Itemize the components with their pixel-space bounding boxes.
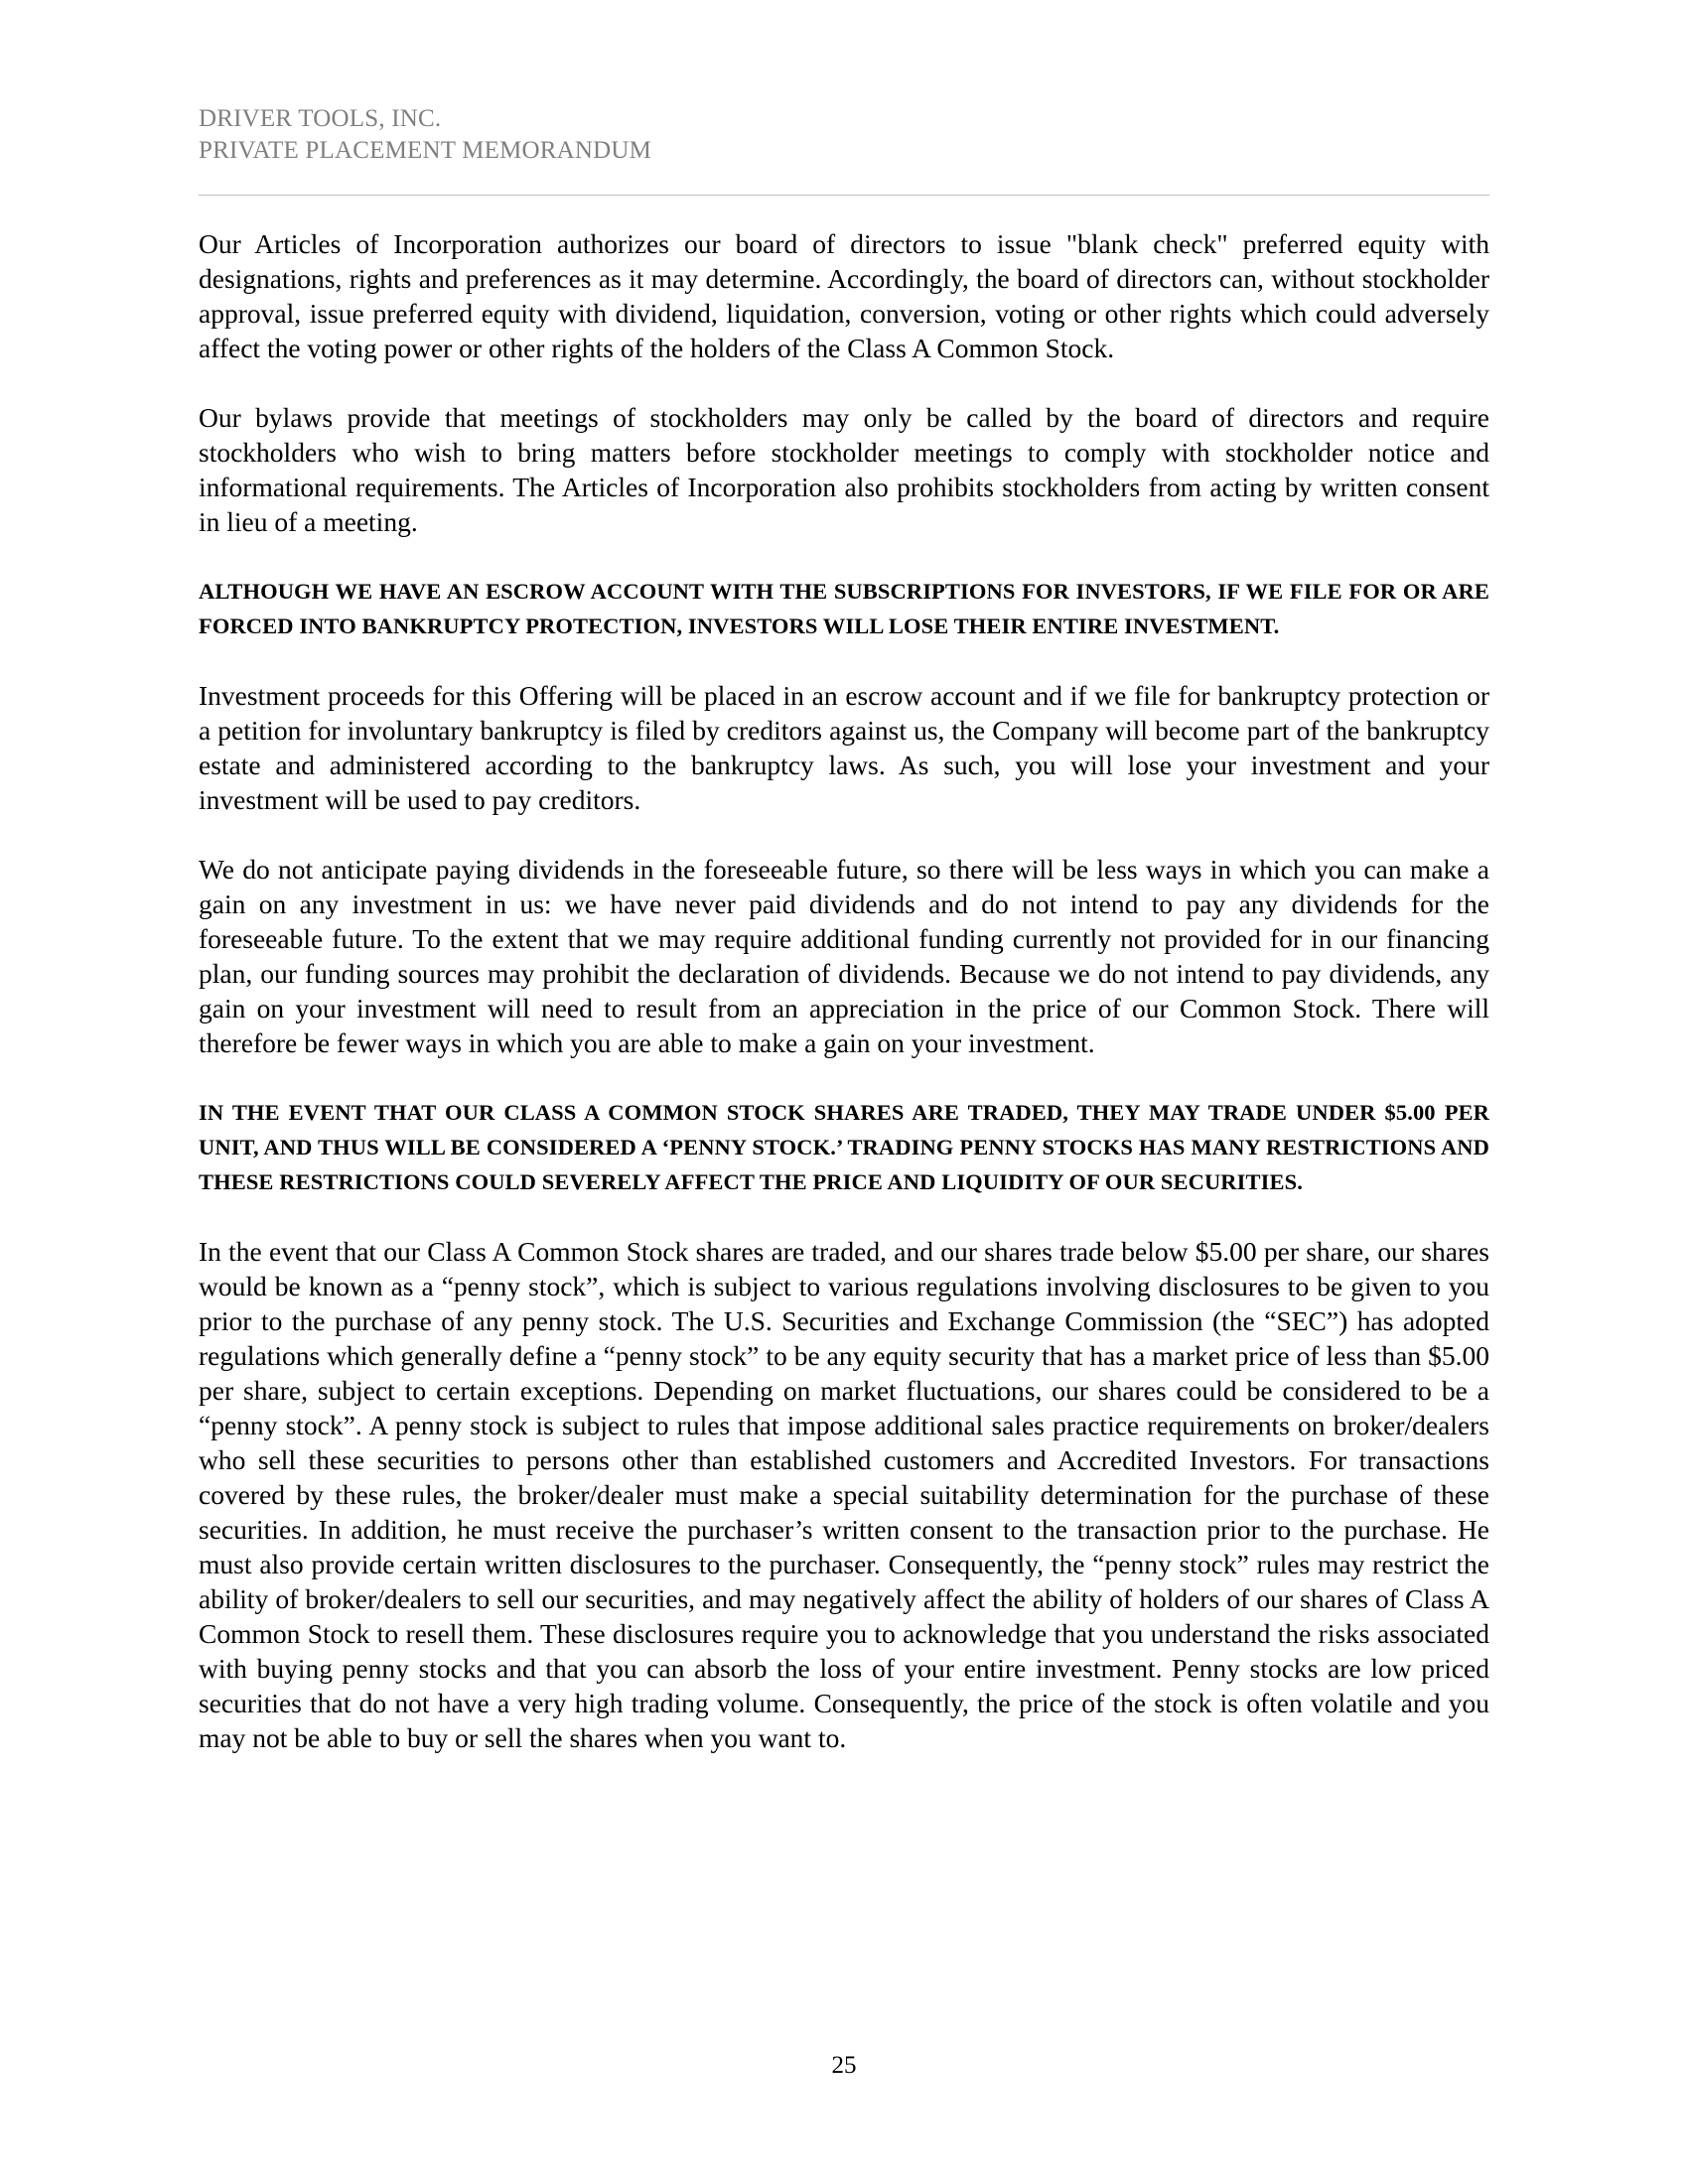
paragraph-dividends: We do not anticipate paying dividends in the foreseeable future, so there will be less ways in which you can make a gain on any investment in us: we have never paid dividends and do not intend to pay any dividends for the foreseeable future. To the extent that we may require additional funding currently not provided for in our financing plan, our funding sources may prohibit the declaration of dividends. Because we do not intend to pay dividends, any gain on your investment will need to result from an appreciation in the price of our Common Stock. There will therefore be fewer ways in which you are able to make a gain on your investment. <box>199 854 1489 1058</box>
document-body <box>199 226 1489 1790</box>
risk-heading-penny-stock: IN THE EVENT THAT OUR CLASS A COMMON STOCK SHARES ARE TRADED, THEY MAY TRADE UNDER $5.00 PER UNIT, AND THUS WILL BE CONSIDERED A ‘PENNY STOCK.’ TRADING PENNY STOCKS HAS MANY RESTRICTIONS AND THESE RESTRICTIONS COULD SEVERELY AFFECT THE PRICE AND LIQUIDITY OF OUR SECURITIES. <box>199 1100 1489 1194</box>
running-header <box>199 103 1489 167</box>
paragraph-penny-stock-rules: In the event that our Class A Common Stock shares are traded, and our shares trade below $5.00 per share, our shares would be known as a “penny stock”, which is subject to various regulations involving disclosures to be given to you prior to the purchase of any penny stock. The U.S. Securities and Exchange Commission (the “SEC”) has adopted regulations which generally define a “penny stock” to be any equity security that has a market price of less than $5.00 per share, subject to certain exceptions. Depending on market fluctuations, our shares could be considered to be a “penny stock”. A penny stock is subject to rules that impose additional sales practice requirements on broker/dealers who sell these securities to persons other than established customers and Accredited Investors. For transactions covered by these rules, the broker/dealer must make a special suitability determination for the purchase of these securities. In addition, he must receive the purchaser’s written consent to the transaction prior to the purchase. He must also provide certain written disclosures to the purchaser. Consequently, the “penny stock” rules may restrict the ability of broker/dealers to sell our securities, and may negatively affect the ability of holders of our shares of Class A Common Stock to resell them. These disclosures require you to acknowledge that you understand the risks associated with buying penny stocks and that you can absorb the loss of your entire investment. Penny stocks are low priced securities that do not have a very high trading volume. Consequently, the price of the stock is often volatile and you may not be able to buy or sell the shares when you want to. <box>199 1236 1489 1753</box>
risk-heading-bankruptcy: ALTHOUGH WE HAVE AN ESCROW ACCOUNT WITH THE SUBSCRIPTIONS FOR INVESTORS, IF WE FILE FOR OR ARE FORCED INTO BANKRUPTCY PROTECTION, INVESTORS WILL LOSE THEIR ENTIRE INVESTMENT. <box>199 579 1489 638</box>
page-number: 25 <box>831 2052 857 2079</box>
paragraph-blank-check-preferred: Our Articles of Incorporation authorizes our board of directors to issue "blank check" preferred equity with designations, rights and preferences as it may determine. Accordingly, the board of directors can, without stockholder approval, issue preferred equity with dividend, liquidation, conversion, voting or other rights which could adversely affect the voting power or other rights of the holders of the Class A Common Stock. <box>199 228 1489 363</box>
header-company-name: DRIVER TOOLS, INC. <box>199 105 442 132</box>
paragraph-escrow-bankruptcy: Investment proceeds for this Offering will be placed in an escrow account and if we file for bankruptcy protection or a petition for involuntary bankruptcy is filed by creditors against us, the Company will become part of the bankruptcy estate and administered according to the bankruptcy laws. As such, you will lose your investment and your investment will be used to pay creditors. <box>199 680 1489 815</box>
paragraph-bylaws-meetings: Our bylaws provide that meetings of stockholders may only be called by the board of directors and require stockholders who wish to bring matters before stockholder meetings to comply with stockholder notice and informational requirements. The Articles of Incorporation also prohibits stockholders from acting by written consent in lieu of a meeting. <box>199 402 1489 537</box>
header-divider <box>199 195 1489 196</box>
header-document-title: PRIVATE PLACEMENT MEMORANDUM <box>199 137 652 164</box>
